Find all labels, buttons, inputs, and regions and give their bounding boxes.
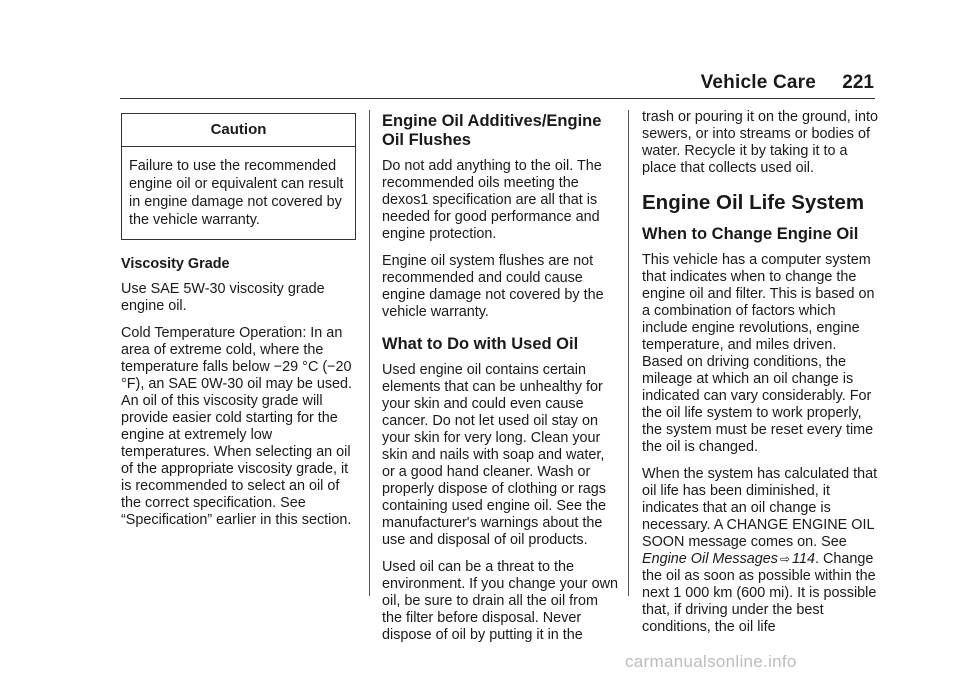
caution-box <box>121 113 356 240</box>
paragraph: Do not add anything to the oil. The recommended oils meeting the dexos1 specification are all that is needed for good performance and engine protection. <box>382 158 602 242</box>
heading-when-to-change: When to Change Engine Oil <box>642 225 859 243</box>
paragraph: Used engine oil contains certain elements that can be unhealthy for your skin and could even cause cancer. Do not let used oil stay on your skin for very long. Clean your skin and nails with soap and water, or a good hand cleaner. Wash or properly dispose of clothing or rags containing used engine oil. See the manufacturer's warnings about the use and disposal of oil products. <box>382 362 607 548</box>
column-3 <box>642 109 878 646</box>
paragraph: Use SAE 5W-30 viscosity grade engine oil. <box>121 281 325 314</box>
paragraph: This vehicle has a computer system that indicates when to change the engine oil and filter. This is based on a combination of factors which include engine revolutions, engine temperature, and miles driven. Based on driving conditions, the mileage at which an oil change is indicated can vary considerably. For the oil life system to work properly, the system must be reset every time the oil is changed. <box>642 252 875 455</box>
heading-used-oil: What to Do with Used Oil <box>382 335 579 353</box>
paragraph-oil-messages <box>642 466 878 636</box>
section-title: Vehicle Care <box>700 72 816 93</box>
viscosity-heading: Viscosity Grade <box>121 256 230 272</box>
page-ref-number[interactable]: 114 <box>792 551 815 567</box>
header-rule <box>120 98 875 99</box>
heading-oil-additives: Engine Oil Additives/Engine Oil Flushes <box>382 112 602 149</box>
paragraph: Used oil can be a threat to the environment. If you change your own oil, be sure to drain all the oil from the filter before disposal. Never dispose of oil by putting it in the <box>382 559 618 643</box>
column-2 <box>382 112 618 654</box>
page-header <box>0 0 960 100</box>
column-divider <box>369 110 370 596</box>
column-1 <box>121 113 357 539</box>
column-divider <box>628 110 629 596</box>
page-ref-arrow-icon: ⇨ <box>779 552 791 566</box>
caution-title: Caution <box>122 114 355 147</box>
paragraph-text: When the system has calculated that oil life has been diminished, it indicates that an oil change is necessary. A CHANGE ENGINE OIL SOON message comes on. See <box>642 466 878 550</box>
watermark: carmanualsonline.info <box>625 652 797 671</box>
heading-oil-life-system: Engine Oil Life System <box>642 191 865 214</box>
page-number: 221 <box>842 72 874 93</box>
paragraph-text: . Change the oil as soon as possible within the next 1 000 km (600 mi). It is possible that, if driving under the best conditions, the oil life <box>642 551 877 635</box>
caution-text: Failure to use the recommended engine oil or equivalent can result in engine damage not covered by the vehicle warranty. <box>129 158 344 228</box>
paragraph: trash or pouring it on the ground, into sewers, or into streams or bodies of water. Recycle it by taking it to a place that collects used oil. <box>642 109 878 176</box>
paragraph: Engine oil system flushes are not recommended and could cause engine damage not covered by the vehicle warranty. <box>382 253 604 320</box>
engine-oil-messages-link[interactable]: Engine Oil Messages <box>642 551 778 567</box>
paragraph: Cold Temperature Operation: In an area of extreme cold, where the temperature falls below −29 °C (−20 °F), an SAE 0W-30 oil may be used. An oil of this viscosity grade will provide easier cold starting for the engine at extremely low temperatures. When selecting an oil of the appropriate viscosity grade, it is recommended to select an oil of the correct specification. See “Specification” earlier in this section. <box>121 325 353 528</box>
